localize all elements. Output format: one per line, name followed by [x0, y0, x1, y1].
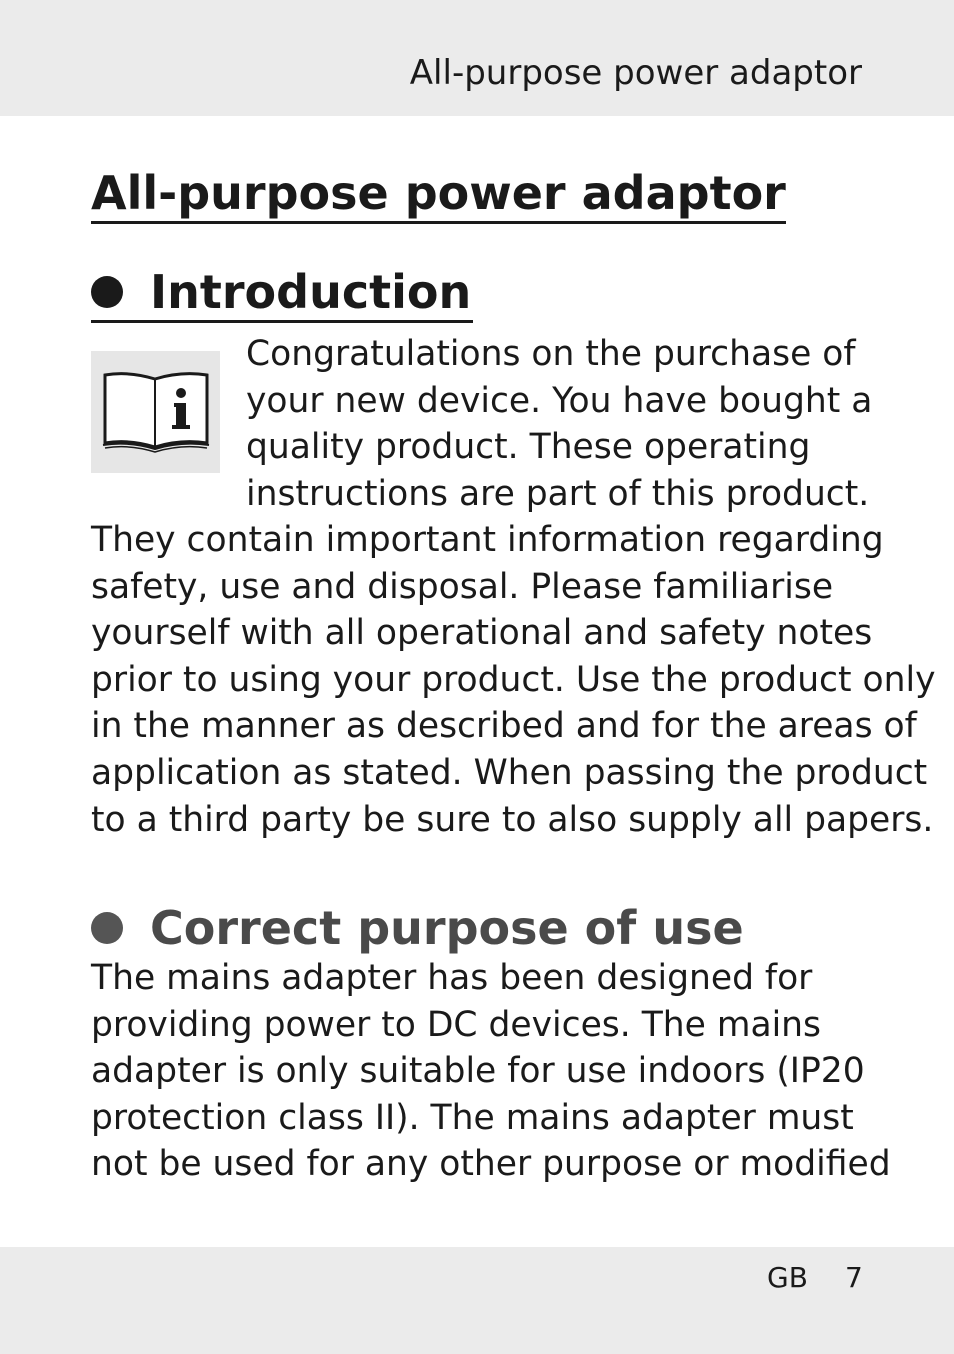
info-book-icon	[91, 351, 220, 473]
document-title: All-purpose power adaptor	[91, 165, 786, 224]
text-line: protection class II). The mains adapter must	[91, 1097, 854, 1138]
introduction-heading-text: Introduction	[150, 265, 472, 319]
footer-language: GB	[767, 1261, 808, 1294]
text-line: prior to using your product. Use the product only	[91, 659, 936, 700]
text-line: yourself with all operational and safety notes	[91, 613, 873, 654]
text-line: providing power to DC devices. The mains	[91, 1004, 822, 1045]
correct-purpose-paragraph	[91, 955, 891, 1188]
text-line: adapter is only suitable for use indoors (IP20	[91, 1051, 865, 1092]
bullet-icon	[91, 276, 123, 308]
running-header	[0, 0, 954, 116]
text-line: instructions are part of this product.	[246, 473, 870, 514]
page-number: 7	[845, 1261, 863, 1294]
page-footer	[0, 1247, 954, 1354]
introduction-paragraph-start	[246, 331, 954, 517]
text-line: in the manner as described and for the areas of	[91, 706, 917, 747]
text-line: Congratulations on the purchase of	[246, 334, 856, 374]
text-line: They contain important information regarding	[91, 520, 884, 560]
text-line: safety, use and disposal. Please familiarise	[91, 566, 834, 607]
running-title: All-purpose power adaptor	[409, 53, 862, 93]
introduction-paragraph-continued	[91, 517, 936, 843]
text-line: The mains adapter has been designed for	[91, 958, 813, 998]
correct-purpose-heading-text: Correct purpose of use	[150, 901, 744, 955]
text-line: your new device. You have bought a	[246, 380, 873, 421]
correct-purpose-heading	[91, 900, 744, 956]
bullet-icon	[91, 912, 123, 944]
text-line: application as stated. When passing the product	[91, 752, 928, 793]
introduction-heading	[91, 264, 473, 323]
text-line: quality product. These operating	[246, 427, 811, 468]
text-line: to a third party be sure to also supply all papers.	[91, 799, 934, 840]
text-line: not be used for any other purpose or modified	[91, 1144, 891, 1185]
